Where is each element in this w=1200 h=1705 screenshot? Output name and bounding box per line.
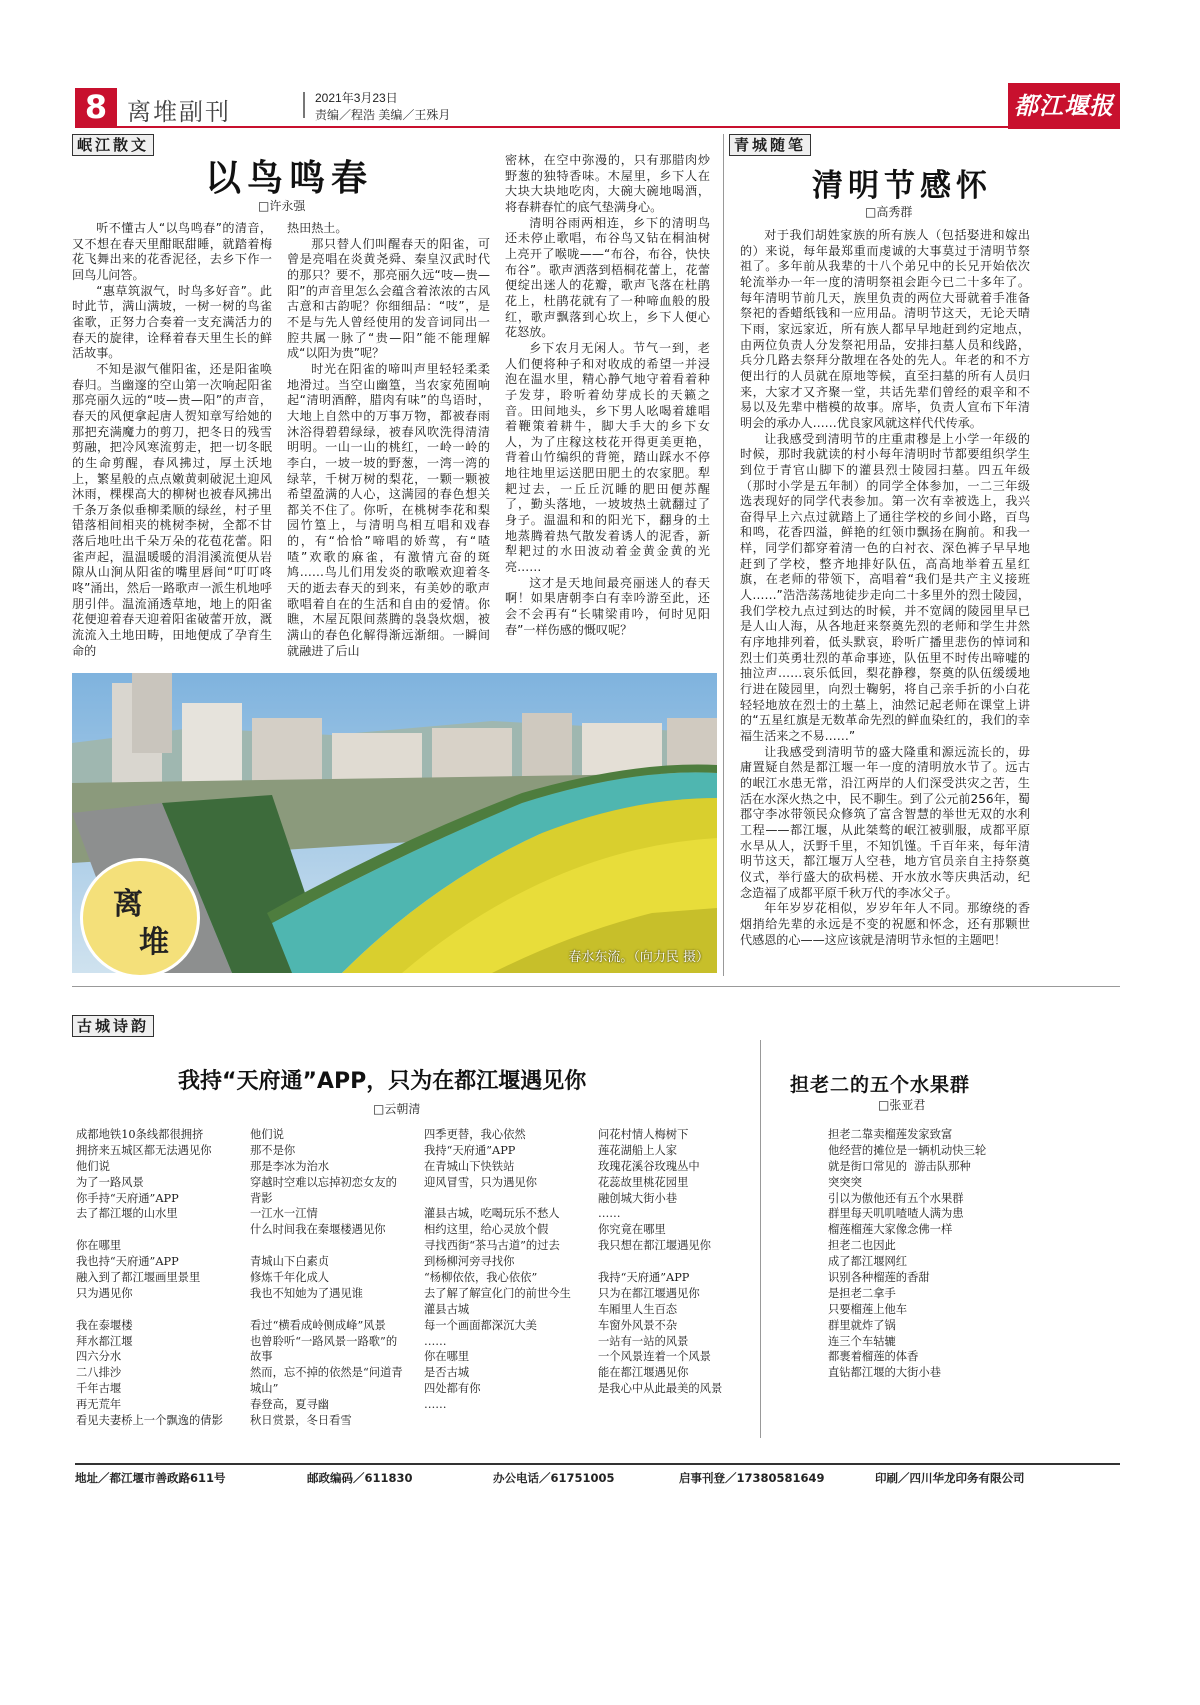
poem-line: 他们说: [76, 1159, 110, 1173]
newspaper-masthead: 都江堰报: [1008, 83, 1120, 129]
footer-printer: 印刷／四川华龙印务有限公司: [875, 1471, 1025, 1485]
paragraph: 密林，在空中弥漫的，只有那腊肉炒野葱的独特香味。木屋里，乡下人在大块大块地吃肉，大碗大碗地喝酒，将春耕春忙的底气垫满身心。: [505, 153, 710, 214]
poem-line: 城山”: [250, 1382, 279, 1396]
poem-line: 引以为傲他还有五个水果群: [828, 1191, 964, 1205]
poem-line: [76, 1222, 223, 1238]
poem-line: 为了一路风景: [76, 1175, 144, 1189]
poem-line: 只为在都江堰遇见你: [598, 1286, 700, 1300]
poem-line: [598, 1254, 722, 1270]
poem-line: 那不是你: [250, 1143, 296, 1157]
article-title-right: 清明节感怀: [812, 168, 992, 204]
paragraph: 这才是天地间最亮丽迷人的春天啊！如果唐朝李白有幸吟游至此，还会不会再有“长啸梁甫吟，何时见阳春”一样伤感的慨叹呢？: [505, 575, 710, 637]
poem-line: 修炼千年化成人: [250, 1271, 330, 1285]
poem-line: 一个风景连着一个风景: [598, 1350, 711, 1364]
poem-line: 四处都有你: [424, 1382, 481, 1396]
poem-line: 你究竟在哪里: [598, 1223, 666, 1237]
footer-address: 地址／都江堰市善政路611号: [75, 1471, 226, 1485]
poem-line: [424, 1191, 571, 1207]
poem-line: 到杨柳河旁寻找你: [424, 1255, 515, 1269]
poem-line: 二八排沙: [76, 1366, 122, 1380]
poem-line: 能在都江堰遇见你: [598, 1366, 689, 1380]
poem-line: 成都地铁10条线都很拥挤: [76, 1128, 204, 1141]
poem-line: ……: [598, 1207, 621, 1221]
poem-main-col2: [250, 1127, 403, 1429]
poem-line: 寻找西街“茶马古道”的过去: [424, 1239, 560, 1253]
poem-line: 秋日赏景，冬日看雪: [250, 1414, 352, 1428]
paragraph: 年年岁岁花相似，岁岁年年人不同。那缭绕的香烟捎给先辈的永远是不变的祝愿和怀念，还有那颗世代感恩的心——这应该就是清明节永恒的主题吧！: [740, 901, 1030, 947]
poem-line: 你在哪里: [76, 1239, 122, 1253]
poem-main-col3: [424, 1127, 571, 1413]
poem-line: ……: [424, 1334, 447, 1348]
footer-office-phone: 办公电话／61751005: [493, 1471, 615, 1485]
poem-line: 相约这里，给心灵放个假: [424, 1223, 549, 1237]
article-title-left: 以鸟鸣春: [205, 157, 374, 199]
column-divider: [723, 134, 724, 976]
paragraph: 让我感受到清明节的庄重肃穆是上小学一年级的时候，那时我就读的村小每年清明时节都要组织学生到位于青官山脚下的灌县烈士陵园扫墓。四五年级（那时小学是五年制）的同学全体参加，一二三年级选表现好的同学代表参加。第一次有幸被选上，我兴奋得早上六点过就踏上了通往学校的乡间小路，百鸟和鸣，花香四溢，鲜艳的红领巾飘扬在胸前。和我一样，同学们都穿着清一色的白衬衣、深色裤子早早地赶到了学校，整齐地排好队伍，高高地举着五星红旗，在老师的带领下，高唱着“我们是共产主义接班人……”浩浩荡荡地徒步走向二十多里外的烈士陵园，我们学校九点过到达的时候，并不宽阔的陵园里早已是人山人海，从各地赶来祭奠先烈的老师和学生井然有序地排列着，低头默哀，聆听广播里悲伤的悼词和烈士们英勇壮烈的革命事迹，队伍里不时传出啼嘘的抽泣声……哀乐低回，梨花静穆，祭奠的队伍缓缓地行进在陵园里，向烈士鞠躬，将自己亲手折的小白花轻轻地放在烈士的土墓上，油然记起老师在课堂上讲的“五星红旗是无数革命先烈的鲜血染红的，我们的幸福生活来之不易……”: [740, 431, 1030, 743]
poem-line: 去了解了解宣化门的前世今生: [424, 1286, 571, 1300]
poem-line: 你在哪里: [424, 1350, 470, 1364]
paragraph: 那只替人们叫醒春天的阳雀，可曾是亮唱在炎黄尧舜、秦皇汉武时代的那只？要不，那亮丽久远“吱—贵—阳”的声音里怎么会蕴含着浓浓的古风古意和古韵呢？你细细品：“吱”，是不是与先人曾经使用的发音词同出一腔共属一脉了“贵—阳”能不能理解成“以阳为贵”呢？: [287, 236, 490, 361]
poem-line: 花蕊故里桃花园里: [598, 1175, 689, 1189]
poem-line: 故事: [250, 1350, 273, 1364]
poem-line: 灌县古城，吃喝玩乐不愁人: [424, 1207, 560, 1221]
poem-title-side: 担老二的五个水果群: [790, 1074, 971, 1096]
paragraph: “惠草筑淑气，时鸟多好音”。此时此节，满山满坡，一树一树的鸟雀雀歌，正努力合奏着一支充满活力的春天的旋律，诠释着春天里生长的鲜活故事。: [72, 283, 272, 361]
poem-line: 拥挤来五城区都无法遇见你: [76, 1143, 212, 1157]
poem-line: [250, 1238, 403, 1254]
paragraph: 不知是淑气催阳雀，还是阳雀唤春归。当幽邃的空山第一次响起阳雀那亮丽久远的“吱—贵—阳”的声音，春天的风便拿起唐人贺知章写给她的那把充满魔力的剪刀，把冬日的残雪剪融，把冷风寒流剪走，把一切冬眠的生命剪醒，春风拂过，厚土沃地上，繁星般的点点嫩黄刺破泥土迎风沐雨，棵棵高大的柳树也被春风拂出千条万条似垂柳柔顺的绿丝，村子里错落相间相夹的桃树李树，全都不甘落后地吐出千朵万朵的花苞花蕾。阳雀声起，温温暖暖的涓涓溪流便从岩隙从山涧从阳雀的嘴里唇间“叮叮咚咚”涌出，然后一路歌声一派生机地呼朋引伴。温流涌透草地，地上的阳雀花便迎着春天迎着阳雀破蕾开放，溉流流入土地田畴，田地便成了孕育生命的: [72, 361, 272, 658]
poem-line: 问花村情人梅树下: [598, 1128, 689, 1141]
poem-line: 千年古堰: [76, 1382, 122, 1396]
poem-line: [250, 1302, 403, 1318]
section-badge: [80, 858, 200, 978]
poem-line: 在青城山下快铁站: [424, 1159, 515, 1173]
poem-line: 灌县古城: [424, 1302, 470, 1316]
poem-line: 车窗外风景不杂: [598, 1318, 678, 1332]
poem-line: 玫瑰花溪谷玫瑰丛中: [598, 1159, 700, 1173]
poem-line: 春登高，夏寻幽: [250, 1398, 330, 1412]
poem-line: 青城山下白素贞: [250, 1255, 330, 1269]
poem-line: 是否古城: [424, 1366, 470, 1380]
poem-line: “杨柳依依，我心依依”: [424, 1271, 538, 1285]
poem-line: 融入到了都江堰画里景里: [76, 1271, 201, 1285]
photo-caption: 春水东流。（向力民 摄）: [568, 950, 709, 965]
poem-line: 迎风冒雪，只为遇见你: [424, 1175, 537, 1189]
paragraph: 乡下农月无闲人。节气一到，老人们便将种子和对收成的希望一并浸泡在温水里，精心静气地守着看着种子发芽，聆听着幼芽成长的天籁之音。田间地头，乡下男人吆喝着雄唱着鞭策着耕牛，脚大手大的乡下女人，为了庄稼这枝花开得更美更艳，背着山竹编织的背篼，踏山踩水不停地往地里运送肥田肥土的农家肥。犁耙过去，一丘丘沉睡的肥田便苏醒了，勤头落地，一坡坡热土就翻过了身子。温温和和的阳光下，翻身的土地蒸腾着热气散发着诱人的泥香，新犁耙过的水田波动着金黄金黄的光亮……: [505, 340, 710, 575]
article-left-col2: [287, 221, 490, 666]
article-right-body: [740, 228, 1030, 974]
poem-line: 都裹着榴莲的体香: [828, 1350, 919, 1364]
poem-line: 穿越时空难以忘掉初恋女友的: [250, 1175, 397, 1189]
poem-line: 看过“横看成岭侧成峰”风景: [250, 1318, 386, 1332]
poem-line: 什么时间我在秦堰楼遇见你: [250, 1223, 386, 1237]
poem-line: 我在泰堰楼: [76, 1318, 133, 1332]
article-left-col3: [505, 153, 710, 666]
poem-line: 我持“天府通”APP: [424, 1143, 516, 1157]
poem-line: 然而，忘不掉的依然是“问道青: [250, 1366, 403, 1380]
poem-line: 一江水一江情: [250, 1207, 318, 1221]
poem-line: 融创城大街小巷: [598, 1191, 678, 1205]
poem-line: 去了都江堰的山水里: [76, 1207, 178, 1221]
poem-line: 也曾聆听“一路风景一路歌”的: [250, 1334, 398, 1348]
badge-char: 堆: [139, 925, 169, 960]
column-tag-qingcheng: 青城随笔: [729, 134, 811, 156]
poem-line: 看见夫妻桥上一个飘逸的倩影: [76, 1414, 223, 1428]
paragraph: 清明谷雨两相连，乡下的清明鸟还未停止歌唱，布谷鸟又钻在桐油树上亮开了喉咙——“布谷，布谷，快快布谷”。歌声洒落到梧桐花蕾上，花蕾便绽出迷人的花瓣，歌声飞落在杜鹃花上，杜鹃花就有了一种啼血般的殷红，歌声飘落到心坎上，乡下人便心花怒放。: [505, 215, 710, 340]
poem-line: 我只想在都江堰遇见你: [598, 1239, 711, 1253]
poem-line: 群里就炸了锅: [828, 1318, 896, 1332]
poem-line: 成了都江堰网红: [828, 1255, 908, 1269]
poem-line: 四六分水: [76, 1350, 122, 1364]
poem-line: 只要榴莲上他车: [828, 1302, 908, 1316]
poem-line: 拜水都江堰: [76, 1334, 133, 1348]
poem-main-col1: [76, 1127, 223, 1429]
poem-line: 他经营的摊位是一辆机动快三轮: [828, 1143, 987, 1157]
poem-author-side: □ 张亚君: [878, 1096, 925, 1113]
paragraph: 时光在阳雀的啼叫声里轻轻柔柔地滑过。当空山幽篁，当农家苑囿响起“清明酒醉，腊肉有味”的鸟语时，大地上自然中的万事万物，都被春雨沐浴得碧碧绿绿，被春风吹洗得清清明明。一山一山的桃红，一岭一岭的李白，一坡一坡的野葱，一湾一湾的绿苹，千树万树的梨花，一颗一颗被希望盈满的人心，这满园的春色想关都关不住了。你听，在桃树李花和梨园竹篁上，与清明鸟相互唱和戏春的，有“恰恰”啼唱的娇莺，有“喳喳”欢歌的麻雀，有激情亢奋的斑鸠……鸟儿们用发炎的歌喉欢迎着冬天的逝去春天的到来，有美妙的歌声歌唱着自在的生活和自由的爱情。你瞧，木屋瓦限间蒸腾的袅袅炊烟，被满山的春色化解得渐远渐细。一瞬间就融进了后山: [287, 361, 490, 658]
poem-title-main: 我持“天府通”APP，只为在都江堰遇见你: [178, 1069, 587, 1094]
poem-line: [76, 1302, 223, 1318]
poem-line: 他们说: [250, 1128, 284, 1141]
article-left-col1: [72, 221, 272, 666]
poem-divider: [760, 1040, 761, 1438]
poem-line: 突突突: [828, 1175, 862, 1189]
poem-line: 直钻都江堰的大街小巷: [828, 1366, 941, 1380]
poem-line: 我也持“天府通”APP: [76, 1255, 179, 1269]
poem-line: 车厢里人生百态: [598, 1302, 678, 1316]
paragraph: 对于我们胡姓家族的所有族人（包括娶进和嫁出的）来说，每年最郑重而虔诚的大事莫过于清明节祭祖了。多年前从我辈的十八个弟兄中的长兄开始依次轮流举办一年一度的清明祭祖会距今已二十多年了。每年清明节前几天，族里负责的两位大哥就着手准备祭祀的香蜡纸钱和一应用品。清明节这天，无论天晴下雨，家远家近，所有族人都早早地赶到约定地点，由两位负责人分发祭祀用品，安排扫墓人员和线路，兵分几路去祭拜分散埋在各处的先人。年老的和不方便出行的人员就在原地等候，直至扫墓的所有人员归来，大家才又齐聚一堂，共话先辈们曾经的艰辛和不易以及先辈中楷模的故事。席毕，负责人宣布下年清明会的承办人……优良家风就这样代代传承。: [740, 228, 1030, 430]
poem-line: 那是李冰为治水: [250, 1159, 330, 1173]
poem-line: 我也不知她为了遇见谁: [250, 1286, 363, 1300]
poem-line: 担老二也因此: [828, 1239, 896, 1253]
section-name: 离堆副刊: [127, 98, 231, 126]
footer-ads-phone: 启事刊登／17380581649: [679, 1471, 825, 1485]
poem-line: 群里每天叽叽喳喳人满为患: [828, 1207, 964, 1221]
poem-line: 是我心中从此最美的风景: [598, 1382, 723, 1396]
page-number: 8: [75, 88, 117, 126]
page-footer: [75, 1463, 1120, 1487]
column-tag-minjiang: 岷江散文: [72, 134, 154, 156]
poem-line: 连三个车轱辘: [828, 1334, 896, 1348]
section-divider: [72, 986, 1120, 987]
paragraph: 听不懂古人“以鸟鸣春”的清音，又不想在春天里酣眠甜睡，就踏着梅花飞舞出来的花香泥径，去乡下作一回鸟儿问答。: [72, 221, 272, 282]
poem-line: 担老二靠卖榴莲发家致富: [828, 1128, 953, 1141]
poem-line: 莲花湖船上人家: [598, 1143, 678, 1157]
header-divider: [303, 92, 305, 118]
poem-line: 就是街口常见的 游击队那种: [828, 1159, 971, 1173]
column-tag-poetry: 古城诗韵: [72, 1015, 154, 1037]
issue-date: 2021年3月23日: [315, 91, 398, 105]
poem-line: 再无荒年: [76, 1398, 122, 1412]
editors-credit: 责编／程浩 美编／王殊月: [315, 108, 451, 122]
poem-line: 你手持“天府通”APP: [76, 1191, 179, 1205]
poem-line: 是担老二拿手: [828, 1286, 896, 1300]
poem-line: 每一个画面都深沉大美: [424, 1318, 537, 1332]
article-author-left: □ 许永强: [258, 197, 305, 214]
poem-line: 一站有一站的风景: [598, 1334, 689, 1348]
article-author-right: □ 高秀群: [865, 203, 912, 220]
poem-line: 只为遇见你: [76, 1286, 133, 1300]
poem-line: 我持“天府通”APP: [598, 1271, 690, 1285]
poem-line: 识别各种榴莲的香甜: [828, 1271, 930, 1285]
poem-line: 四季更替，我心依然: [424, 1128, 526, 1141]
paragraph: 让我感受到清明节的盛大隆重和源远流长的，毋庸置疑自然是都江堰一年一度的清明放水节了。远古的岷江水患无常，沿江两岸的人们深受洪灾之苦，生活在水深火热之中，民不聊生。到了公元前256年，蜀郡守李冰带领民众修筑了富含智慧的举世无双的水利工程——都江堰，从此桀骜的岷江被驯服，成都平原水旱从人，沃野千里，不知饥馑。千百年来，每年清明节这天，都江堰万人空巷，地方官员亲自主持祭奠仪式，举行盛大的砍杩槎、开水放水等庆典活动，纪念造福了成都平原千秋万代的李冰父子。: [740, 744, 1030, 900]
paragraph: 热田热土。: [287, 221, 348, 235]
poem-line: 榴莲榴莲大家像念佛一样: [828, 1223, 953, 1237]
poem-author-main: □ 云朝清: [373, 1100, 420, 1117]
poem-main-col4: [598, 1127, 722, 1397]
page-header: [75, 84, 1120, 128]
footer-postcode: 邮政编码／611830: [307, 1471, 413, 1485]
poem-line: ……: [424, 1398, 447, 1412]
poem-side-lines: [828, 1127, 986, 1381]
poem-line: 背影: [250, 1191, 273, 1205]
badge-char: 离: [113, 887, 143, 922]
